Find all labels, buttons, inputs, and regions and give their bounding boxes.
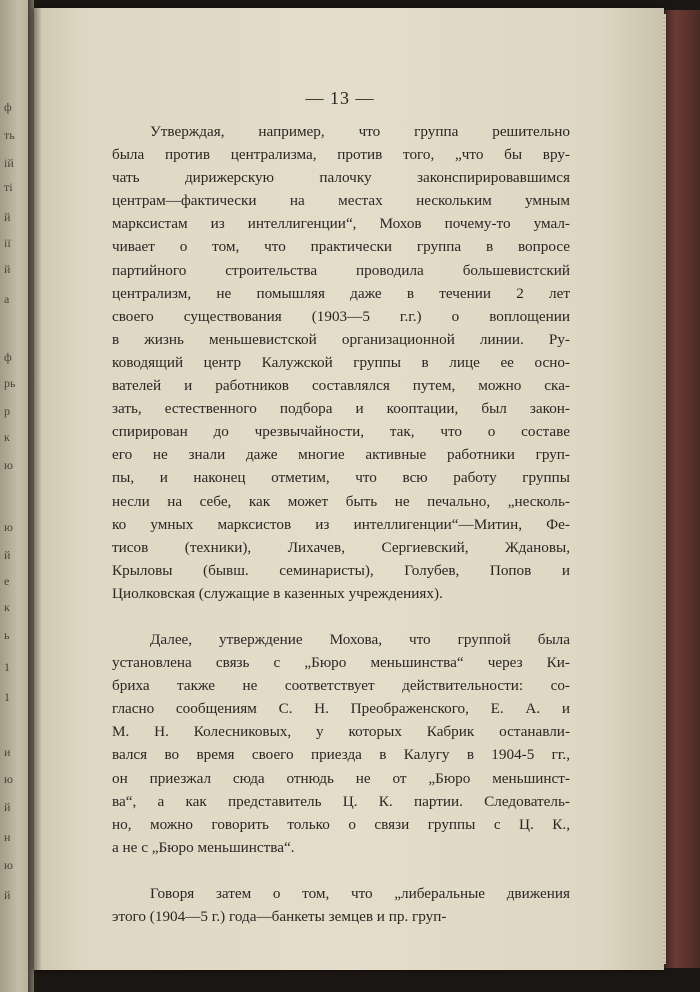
- text-line: в жизнь меньшевистской организационной линии. Ру-: [112, 330, 570, 348]
- facing-page-text-fragment: ю: [4, 858, 13, 872]
- facing-page-text-fragment: н: [4, 830, 11, 844]
- facing-page-text-fragment: и: [4, 745, 11, 759]
- text-line: чать дирижерскую палочку законспирировавшимся: [112, 169, 570, 187]
- facing-page-text-fragment: ф: [4, 350, 12, 364]
- text-line: зать, естественного подбора и кооптации, был закон-: [112, 400, 570, 418]
- text-line: централизм, не помышляя даже в течении 2 лет: [112, 284, 570, 302]
- text-line: несли на себе, как может быть не печально, „несколь-: [112, 492, 570, 510]
- facing-page-text-fragment: й: [4, 210, 11, 224]
- text-line: центрам—фактически на местах нескольким умным: [112, 192, 570, 210]
- text-line: своего существования (1903—5 г.г.) о воплощении: [112, 307, 570, 325]
- facing-page-text-fragment: 1: [4, 660, 10, 674]
- book-cover-edge: [660, 10, 700, 968]
- text-line: Крыловы (бывш. семинаристы), Голубев, Попов и: [112, 561, 570, 579]
- page-stack-edge: [662, 14, 666, 964]
- facing-page-text-fragment: й: [4, 548, 11, 562]
- text-line: вался во время своего приезда в Калугу в 1904-5 гг.,: [112, 746, 570, 764]
- text-line: марксистам из интеллигенции“, Мохов почему-то умал-: [112, 215, 570, 233]
- page-number: — 13 —: [305, 88, 375, 108]
- facing-page-text-fragment: ті: [4, 180, 13, 194]
- facing-page-text-fragment: к: [4, 430, 10, 444]
- facing-page-text-fragment: ій: [4, 156, 14, 170]
- facing-page-text-fragment: ю: [4, 772, 13, 786]
- text-line: Утверждая, например, что группа решительно: [150, 123, 570, 140]
- facing-page-text-fragment: е: [4, 574, 10, 588]
- text-line: Циолковская (служащие в казенных учреждениях).: [112, 584, 443, 602]
- book-spine-shadow: [28, 0, 42, 992]
- facing-page-text-fragment: р: [4, 404, 10, 418]
- text-line: М. Н. Колесниковых, у которых Кабрик останавли-: [112, 723, 570, 741]
- facing-page-text-fragment: ії: [4, 236, 11, 250]
- text-line: тисов (техники), Лихачев, Сергиевский, Ждановы,: [112, 538, 570, 556]
- facing-page-text-fragment: ю: [4, 458, 13, 472]
- text-line: чивает о том, что практически группа в вопросе: [112, 238, 570, 256]
- text-line: Далее, утверждение Мохова, что группой была: [150, 630, 570, 648]
- facing-page-text-fragment: ф: [4, 100, 12, 114]
- paragraph-gap: [112, 859, 570, 882]
- facing-page-text-fragment: й: [4, 888, 11, 902]
- text-line: этого (1904—5 г.) года—банкеты земцев и пр. груп-: [112, 908, 447, 925]
- facing-page-text-fragment: а: [4, 292, 10, 306]
- facing-page-text-fragment: 1: [4, 690, 10, 704]
- facing-page-text-fragment: ть: [4, 128, 15, 142]
- text-line: была против централизма, против того, „что бы вру-: [112, 146, 570, 164]
- text-line: вателей и работников составлялся путем, можно ска-: [112, 377, 570, 395]
- body-text: [112, 120, 570, 928]
- facing-page-text-fragment: й: [4, 262, 11, 276]
- text-line: ководящий центр Калужской группы в лице ее осно-: [112, 353, 570, 371]
- text-line: Говоря затем о том, что „либеральные движения: [150, 884, 570, 902]
- text-line: спирирован до чрезвычайности, так, что о составе: [112, 423, 570, 441]
- facing-page-text-fragment: й: [4, 800, 11, 814]
- facing-page-text-fragment: рь: [4, 376, 16, 390]
- text-line: ва“, а как представитель Ц. К. партии. Следователь-: [112, 792, 570, 810]
- paragraph-gap: [112, 605, 570, 628]
- text-line: партийного строительства проводила большевистский: [112, 261, 570, 279]
- facing-page-text-fragment: к: [4, 600, 10, 614]
- text-line: ко умных марксистов из интеллигенции“—Митин, Фе-: [112, 515, 570, 533]
- text-line: а не с „Бюро меньшинства“.: [112, 838, 295, 856]
- text-line: бриха также не соответствует действительности: со-: [112, 677, 570, 695]
- facing-page-text-fragment: ю: [4, 520, 13, 534]
- text-line: но, можно говорить только о связи группы с Ц. К.,: [112, 815, 570, 833]
- text-line: установлена связь с „Бюро меньшинства“ через Ки-: [112, 654, 570, 672]
- text-line: гласно сообщениям С. Н. Преображенского, Е. А. и: [112, 700, 570, 718]
- text-line: пы, и наконец отметим, что всю работу группы: [112, 469, 570, 487]
- text-line: его не знали даже многие активные работники груп-: [112, 446, 570, 464]
- facing-page-text-fragment: ь: [4, 628, 10, 642]
- text-line: он приезжал сюда отнюдь не от „Бюро меньшинст-: [112, 769, 570, 787]
